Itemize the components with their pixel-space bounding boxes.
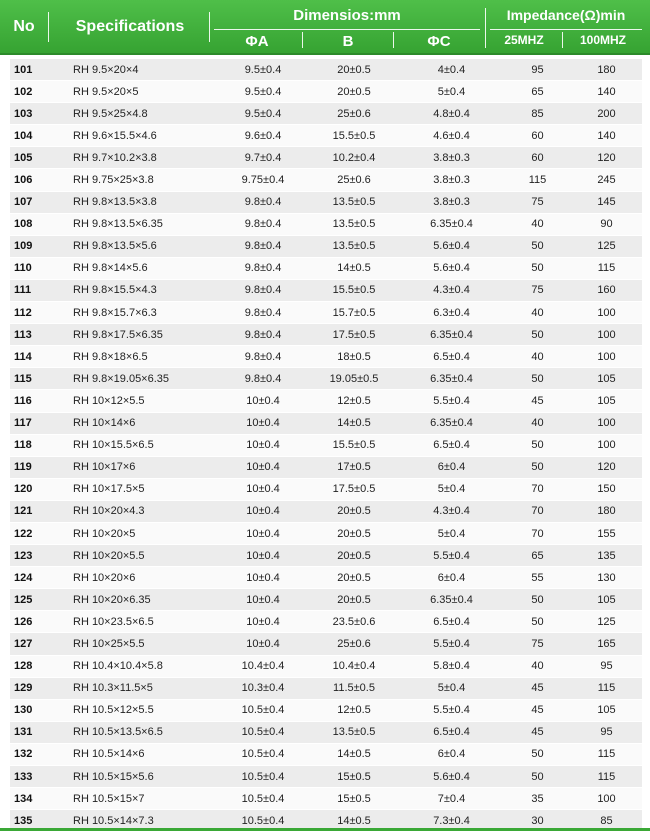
cell-c: 6.35±0.4 [430, 417, 473, 430]
cell-b: 14±0.5 [337, 814, 371, 827]
cell-z25: 115 [528, 174, 547, 187]
cell-a: 9.5±0.4 [244, 85, 282, 98]
cell-b: 13.5±0.5 [332, 726, 376, 739]
cell-a: 10.5±0.4 [241, 704, 285, 717]
cell-spec: RH 10.5×14×7.3 [73, 814, 154, 827]
cell-z25: 40 [531, 660, 544, 673]
cell-spec: RH 10×15.5×6.5 [73, 439, 154, 452]
header-dimensions: Dimensios:mm [293, 6, 401, 24]
cell-c: 6±0.4 [437, 748, 466, 761]
cell-c: 6±0.4 [437, 461, 466, 474]
cell-a: 10±0.4 [246, 417, 280, 430]
cell-b: 25±0.6 [337, 107, 371, 120]
cell-no: 130 [14, 704, 33, 717]
cell-b: 20±0.5 [337, 505, 371, 518]
cell-no: 127 [14, 637, 33, 650]
table-row [10, 280, 642, 302]
cell-z25: 60 [531, 151, 544, 164]
cell-no: 105 [14, 151, 33, 164]
cell-no: 110 [14, 262, 32, 275]
cell-a: 10±0.4 [246, 593, 280, 606]
cell-c: 6.35±0.4 [430, 593, 473, 606]
cell-a: 10.5±0.4 [241, 726, 285, 739]
table-row [10, 214, 642, 236]
cell-c: 5±0.4 [437, 85, 466, 98]
table-row [10, 390, 642, 412]
cell-no: 107 [14, 196, 33, 209]
cell-spec: RH 9.8×13.5×6.35 [73, 218, 163, 231]
cell-a: 9.75±0.4 [241, 174, 285, 187]
cell-z100: 125 [597, 615, 616, 628]
cell-a: 10±0.4 [246, 615, 280, 628]
header-col-b: B [342, 32, 354, 50]
cell-z100: 105 [597, 394, 616, 407]
cell-spec: RH 10×17×6 [73, 461, 136, 474]
table-row [10, 457, 642, 479]
cell-no: 104 [14, 129, 33, 142]
cell-b: 11.5±0.5 [333, 682, 375, 695]
cell-c: 5±0.4 [437, 527, 466, 540]
cell-no: 126 [14, 615, 33, 628]
cell-a: 10.3±0.4 [241, 682, 285, 695]
cell-z25: 50 [531, 748, 544, 761]
cell-z100: 200 [597, 107, 616, 120]
cell-a: 10.5±0.4 [241, 748, 285, 761]
cell-spec: RH 10×25×5.5 [73, 637, 145, 650]
cell-z25: 45 [531, 704, 544, 717]
cell-b: 13.5±0.5 [332, 240, 376, 253]
cell-b: 14±0.5 [337, 417, 371, 430]
header-25mhz: 25MHZ [504, 33, 544, 47]
cell-c: 4.3±0.4 [433, 284, 470, 297]
cell-z25: 65 [531, 85, 544, 98]
cell-no: 133 [14, 770, 33, 783]
cell-z100: 105 [597, 704, 616, 717]
cell-spec: RH 10×14×6 [73, 417, 136, 430]
header-col-a: ΦA [245, 32, 269, 50]
cell-no: 106 [14, 174, 33, 187]
cell-z100: 105 [597, 593, 616, 606]
header-no: No [13, 17, 35, 35]
table-row [10, 169, 642, 191]
cell-spec: RH 9.8×17.5×6.35 [73, 328, 163, 341]
header-specifications: Specifications [75, 17, 185, 35]
cell-spec: RH 9.8×19.05×6.35 [73, 372, 170, 385]
table-row [10, 523, 642, 545]
cell-c: 6.35±0.4 [430, 372, 473, 385]
cell-a: 10±0.4 [246, 505, 280, 518]
cell-z100: 180 [597, 63, 616, 76]
cell-no: 118 [14, 439, 32, 452]
cell-c: 7±0.4 [437, 792, 466, 805]
cell-no: 108 [14, 218, 33, 231]
cell-c: 4.6±0.4 [433, 129, 470, 142]
cell-a: 10±0.4 [246, 549, 280, 562]
table-row [10, 324, 642, 346]
cell-c: 5.5±0.4 [433, 394, 470, 407]
cell-z25: 40 [531, 218, 544, 231]
cell-z100: 105 [597, 372, 616, 385]
cell-z100: 115 [597, 682, 616, 695]
cell-spec: RH 10.5×15×5.6 [73, 770, 154, 783]
table-row [10, 678, 642, 700]
cell-c: 4±0.4 [437, 63, 466, 76]
cell-spec: RH 9.8×18×6.5 [73, 350, 148, 363]
cell-c: 6.5±0.4 [433, 615, 470, 628]
cell-z100: 245 [597, 174, 616, 187]
cell-z25: 45 [531, 394, 544, 407]
cell-a: 9.8±0.4 [244, 328, 282, 341]
cell-z100: 160 [597, 284, 616, 297]
cell-c: 6.3±0.4 [433, 306, 470, 319]
table-header [0, 0, 650, 55]
cell-z100: 100 [597, 439, 616, 452]
cell-b: 25±0.6 [337, 637, 371, 650]
cell-b: 15.7±0.5 [332, 306, 376, 319]
table-row [10, 633, 642, 655]
cell-spec: RH 9.8×13.5×5.6 [73, 240, 157, 253]
cell-no: 119 [14, 461, 32, 474]
table-row [10, 744, 642, 766]
cell-c: 5.5±0.4 [433, 549, 470, 562]
cell-a: 10.4±0.4 [241, 660, 285, 673]
cell-no: 121 [14, 505, 33, 518]
cell-spec: RH 10.5×15×7 [73, 792, 145, 805]
cell-z25: 45 [531, 726, 544, 739]
cell-a: 9.8±0.4 [244, 372, 282, 385]
table-row [10, 147, 642, 169]
cell-c: 3.8±0.3 [433, 174, 470, 187]
cell-a: 9.7±0.4 [244, 151, 282, 164]
table-row [10, 766, 642, 788]
cell-c: 6.35±0.4 [430, 328, 473, 341]
cell-no: 114 [14, 350, 32, 363]
cell-a: 9.5±0.4 [244, 63, 282, 76]
cell-spec: RH 9.5×25×4.8 [73, 107, 148, 120]
cell-spec: RH 10.5×12×5.5 [73, 704, 154, 717]
cell-b: 17.5±0.5 [332, 328, 376, 341]
cell-no: 117 [14, 417, 32, 430]
cell-z25: 70 [531, 483, 544, 496]
table-row [10, 413, 642, 435]
cell-b: 10.4±0.4 [332, 660, 376, 673]
cell-spec: RH 10×23.5×6.5 [73, 615, 154, 628]
cell-no: 123 [14, 549, 33, 562]
cell-z100: 165 [597, 637, 616, 650]
cell-b: 20±0.5 [337, 85, 371, 98]
table-row [10, 81, 642, 103]
cell-a: 10±0.4 [246, 637, 280, 650]
cell-z25: 50 [531, 461, 544, 474]
table-row [10, 435, 642, 457]
cell-c: 6.5±0.4 [433, 726, 470, 739]
cell-z100: 115 [597, 748, 616, 761]
cell-c: 7.3±0.4 [433, 814, 470, 827]
bottom-rule [0, 828, 650, 831]
cell-a: 10±0.4 [246, 439, 280, 452]
cell-no: 129 [14, 682, 33, 695]
cell-b: 14±0.5 [337, 748, 371, 761]
cell-a: 9.8±0.4 [244, 196, 282, 209]
table-row [10, 479, 642, 501]
cell-z25: 65 [531, 549, 544, 562]
table-row [10, 236, 642, 258]
cell-b: 12±0.5 [337, 704, 371, 717]
cell-c: 5.5±0.4 [433, 637, 470, 650]
cell-z25: 75 [531, 196, 544, 209]
cell-no: 101 [14, 63, 33, 76]
cell-c: 3.8±0.3 [433, 151, 470, 164]
cell-z25: 40 [531, 306, 544, 319]
cell-spec: RH 10×20×6.35 [73, 593, 151, 606]
table-row [10, 545, 642, 567]
table-row [10, 59, 642, 81]
cell-no: 113 [14, 328, 32, 341]
cell-spec: RH 10×17.5×5 [73, 483, 145, 496]
cell-z100: 100 [597, 328, 616, 341]
cell-a: 10±0.4 [246, 461, 280, 474]
cell-spec: RH 9.5×20×5 [73, 85, 139, 98]
cell-z100: 120 [597, 461, 616, 474]
cell-z25: 50 [531, 770, 544, 783]
cell-spec: RH 10.3×11.5×5 [73, 682, 153, 695]
cell-z100: 130 [597, 571, 616, 584]
cell-a: 10±0.4 [246, 527, 280, 540]
cell-a: 9.8±0.4 [244, 284, 282, 297]
cell-c: 5±0.4 [437, 483, 466, 496]
header-impedance: Impedance(Ω)min [506, 7, 626, 23]
cell-a: 9.5±0.4 [244, 107, 282, 120]
cell-c: 6.35±0.4 [430, 218, 473, 231]
cell-z25: 50 [531, 615, 544, 628]
cell-z100: 155 [597, 527, 616, 540]
cell-b: 23.5±0.6 [332, 615, 376, 628]
cell-a: 9.8±0.4 [244, 218, 282, 231]
cell-z100: 135 [597, 549, 616, 562]
table-row [10, 258, 642, 280]
cell-spec: RH 9.8×14×5.6 [73, 262, 148, 275]
header-100mhz: 100MHZ [579, 33, 626, 47]
cell-z25: 50 [531, 262, 544, 275]
cell-spec: RH 9.8×15.7×6.3 [73, 306, 157, 319]
cell-z100: 125 [597, 240, 616, 253]
cell-no: 111 [14, 284, 32, 297]
table-row [10, 788, 642, 810]
cell-spec: RH 10×20×4.3 [73, 505, 145, 518]
cell-b: 19.05±0.5 [329, 372, 379, 385]
cell-no: 103 [14, 107, 33, 120]
cell-no: 135 [14, 814, 33, 827]
cell-a: 10.5±0.4 [241, 792, 285, 805]
cell-spec: RH 9.8×15.5×4.3 [73, 284, 157, 297]
cell-no: 122 [14, 527, 33, 540]
cell-z25: 50 [531, 328, 544, 341]
cell-z25: 35 [531, 792, 544, 805]
cell-b: 20±0.5 [337, 63, 371, 76]
cell-a: 9.8±0.4 [244, 306, 282, 319]
cell-z25: 95 [531, 63, 544, 76]
cell-b: 14±0.5 [337, 262, 371, 275]
cell-c: 4.8±0.4 [433, 107, 470, 120]
cell-spec: RH 9.7×10.2×3.8 [73, 151, 157, 164]
cell-spec: RH 9.8×13.5×3.8 [73, 196, 157, 209]
cell-b: 20±0.5 [337, 593, 371, 606]
cell-b: 13.5±0.5 [332, 196, 376, 209]
table-row [10, 567, 642, 589]
cell-z25: 75 [531, 637, 544, 650]
cell-z100: 100 [597, 306, 616, 319]
cell-spec: RH 10×20×5.5 [73, 549, 145, 562]
cell-c: 6.5±0.4 [433, 350, 470, 363]
cell-spec: RH 10.4×10.4×5.8 [73, 660, 163, 673]
cell-spec: RH 10×20×5 [73, 527, 136, 540]
table-row [10, 501, 642, 523]
cell-z100: 100 [597, 350, 616, 363]
table-row [10, 700, 642, 722]
table-row [10, 368, 642, 390]
cell-no: 102 [14, 85, 33, 98]
cell-z25: 40 [531, 417, 544, 430]
cell-z100: 100 [597, 417, 616, 430]
cell-z100: 100 [597, 792, 616, 805]
table-row [10, 611, 642, 633]
cell-z25: 50 [531, 372, 544, 385]
cell-a: 10.5±0.4 [241, 814, 285, 827]
table-row [10, 589, 642, 611]
cell-z100: 145 [597, 196, 616, 209]
cell-b: 25±0.6 [337, 174, 371, 187]
cell-a: 10±0.4 [246, 571, 280, 584]
cell-z25: 40 [531, 350, 544, 363]
cell-z100: 120 [597, 151, 616, 164]
cell-z100: 150 [597, 483, 616, 496]
cell-c: 5.6±0.4 [433, 262, 470, 275]
cell-b: 15±0.5 [337, 792, 371, 805]
cell-spec: RH 9.75×25×3.8 [73, 174, 154, 187]
table-row [10, 346, 642, 368]
cell-b: 20±0.5 [337, 571, 371, 584]
cell-spec: RH 10.5×14×6 [73, 748, 145, 761]
cell-z25: 50 [531, 439, 544, 452]
table-row [10, 192, 642, 214]
cell-z100: 180 [597, 505, 616, 518]
cell-b: 13.5±0.5 [332, 218, 376, 231]
cell-z25: 50 [531, 240, 544, 253]
cell-spec: RH 10×12×5.5 [73, 394, 145, 407]
cell-b: 15.5±0.5 [332, 439, 376, 452]
cell-c: 5±0.4 [437, 682, 466, 695]
cell-c: 5.6±0.4 [433, 770, 470, 783]
cell-b: 15.5±0.5 [332, 284, 376, 297]
cell-c: 5.5±0.4 [433, 704, 470, 717]
cell-a: 9.6±0.4 [244, 129, 282, 142]
cell-spec: RH 9.6×15.5×4.6 [73, 129, 157, 142]
cell-no: 109 [14, 240, 33, 253]
cell-no: 116 [14, 394, 32, 407]
cell-no: 128 [14, 660, 33, 673]
cell-no: 115 [14, 372, 32, 385]
cell-c: 5.6±0.4 [433, 240, 470, 253]
cell-no: 125 [14, 593, 33, 606]
cell-c: 6±0.4 [437, 571, 466, 584]
cell-z100: 95 [600, 726, 613, 739]
cell-z100: 115 [597, 770, 616, 783]
cell-z25: 50 [531, 593, 544, 606]
cell-no: 131 [14, 726, 33, 739]
cell-a: 10±0.4 [246, 394, 280, 407]
cell-z100: 90 [600, 218, 613, 231]
cell-z100: 140 [597, 85, 616, 98]
cell-no: 134 [14, 792, 33, 805]
cell-b: 18±0.5 [337, 350, 371, 363]
table-row [10, 722, 642, 744]
cell-z100: 95 [600, 660, 613, 673]
cell-z100: 140 [597, 129, 616, 142]
cell-spec: RH 9.5×20×4 [73, 63, 139, 76]
cell-z25: 75 [531, 284, 544, 297]
cell-spec: RH 10.5×13.5×6.5 [73, 726, 163, 739]
table-row [10, 656, 642, 678]
cell-z25: 70 [531, 527, 544, 540]
cell-no: 132 [14, 748, 33, 761]
cell-c: 5.8±0.4 [433, 660, 470, 673]
cell-z25: 60 [531, 129, 544, 142]
table-row [10, 125, 642, 147]
cell-c: 6.5±0.4 [433, 439, 470, 452]
cell-b: 15±0.5 [337, 770, 371, 783]
cell-a: 10±0.4 [246, 483, 280, 496]
cell-a: 9.8±0.4 [244, 262, 282, 275]
cell-z25: 45 [531, 682, 544, 695]
cell-b: 20±0.5 [337, 549, 371, 562]
cell-b: 17.5±0.5 [332, 483, 376, 496]
cell-spec: RH 10×20×6 [73, 571, 136, 584]
cell-no: 112 [14, 306, 32, 319]
cell-z100: 115 [597, 262, 616, 275]
cell-a: 9.8±0.4 [244, 350, 282, 363]
cell-a: 10.5±0.4 [241, 770, 285, 783]
cell-b: 10.2±0.4 [332, 151, 376, 164]
table-row [10, 103, 642, 125]
cell-b: 17±0.5 [337, 461, 371, 474]
table-row [10, 302, 642, 324]
header-col-c: ΦC [427, 32, 451, 50]
cell-b: 20±0.5 [337, 527, 371, 540]
cell-a: 9.8±0.4 [244, 240, 282, 253]
cell-z25: 30 [531, 814, 544, 827]
cell-b: 12±0.5 [337, 394, 371, 407]
cell-b: 15.5±0.5 [332, 129, 376, 142]
cell-z25: 85 [531, 107, 544, 120]
cell-no: 120 [14, 483, 33, 496]
cell-z100: 85 [600, 814, 613, 827]
cell-c: 3.8±0.3 [433, 196, 470, 209]
cell-z25: 55 [531, 571, 544, 584]
cell-z25: 70 [531, 505, 544, 518]
cell-c: 4.3±0.4 [433, 505, 470, 518]
cell-no: 124 [14, 571, 33, 584]
table-body [10, 59, 642, 832]
header-divider [48, 12, 49, 42]
